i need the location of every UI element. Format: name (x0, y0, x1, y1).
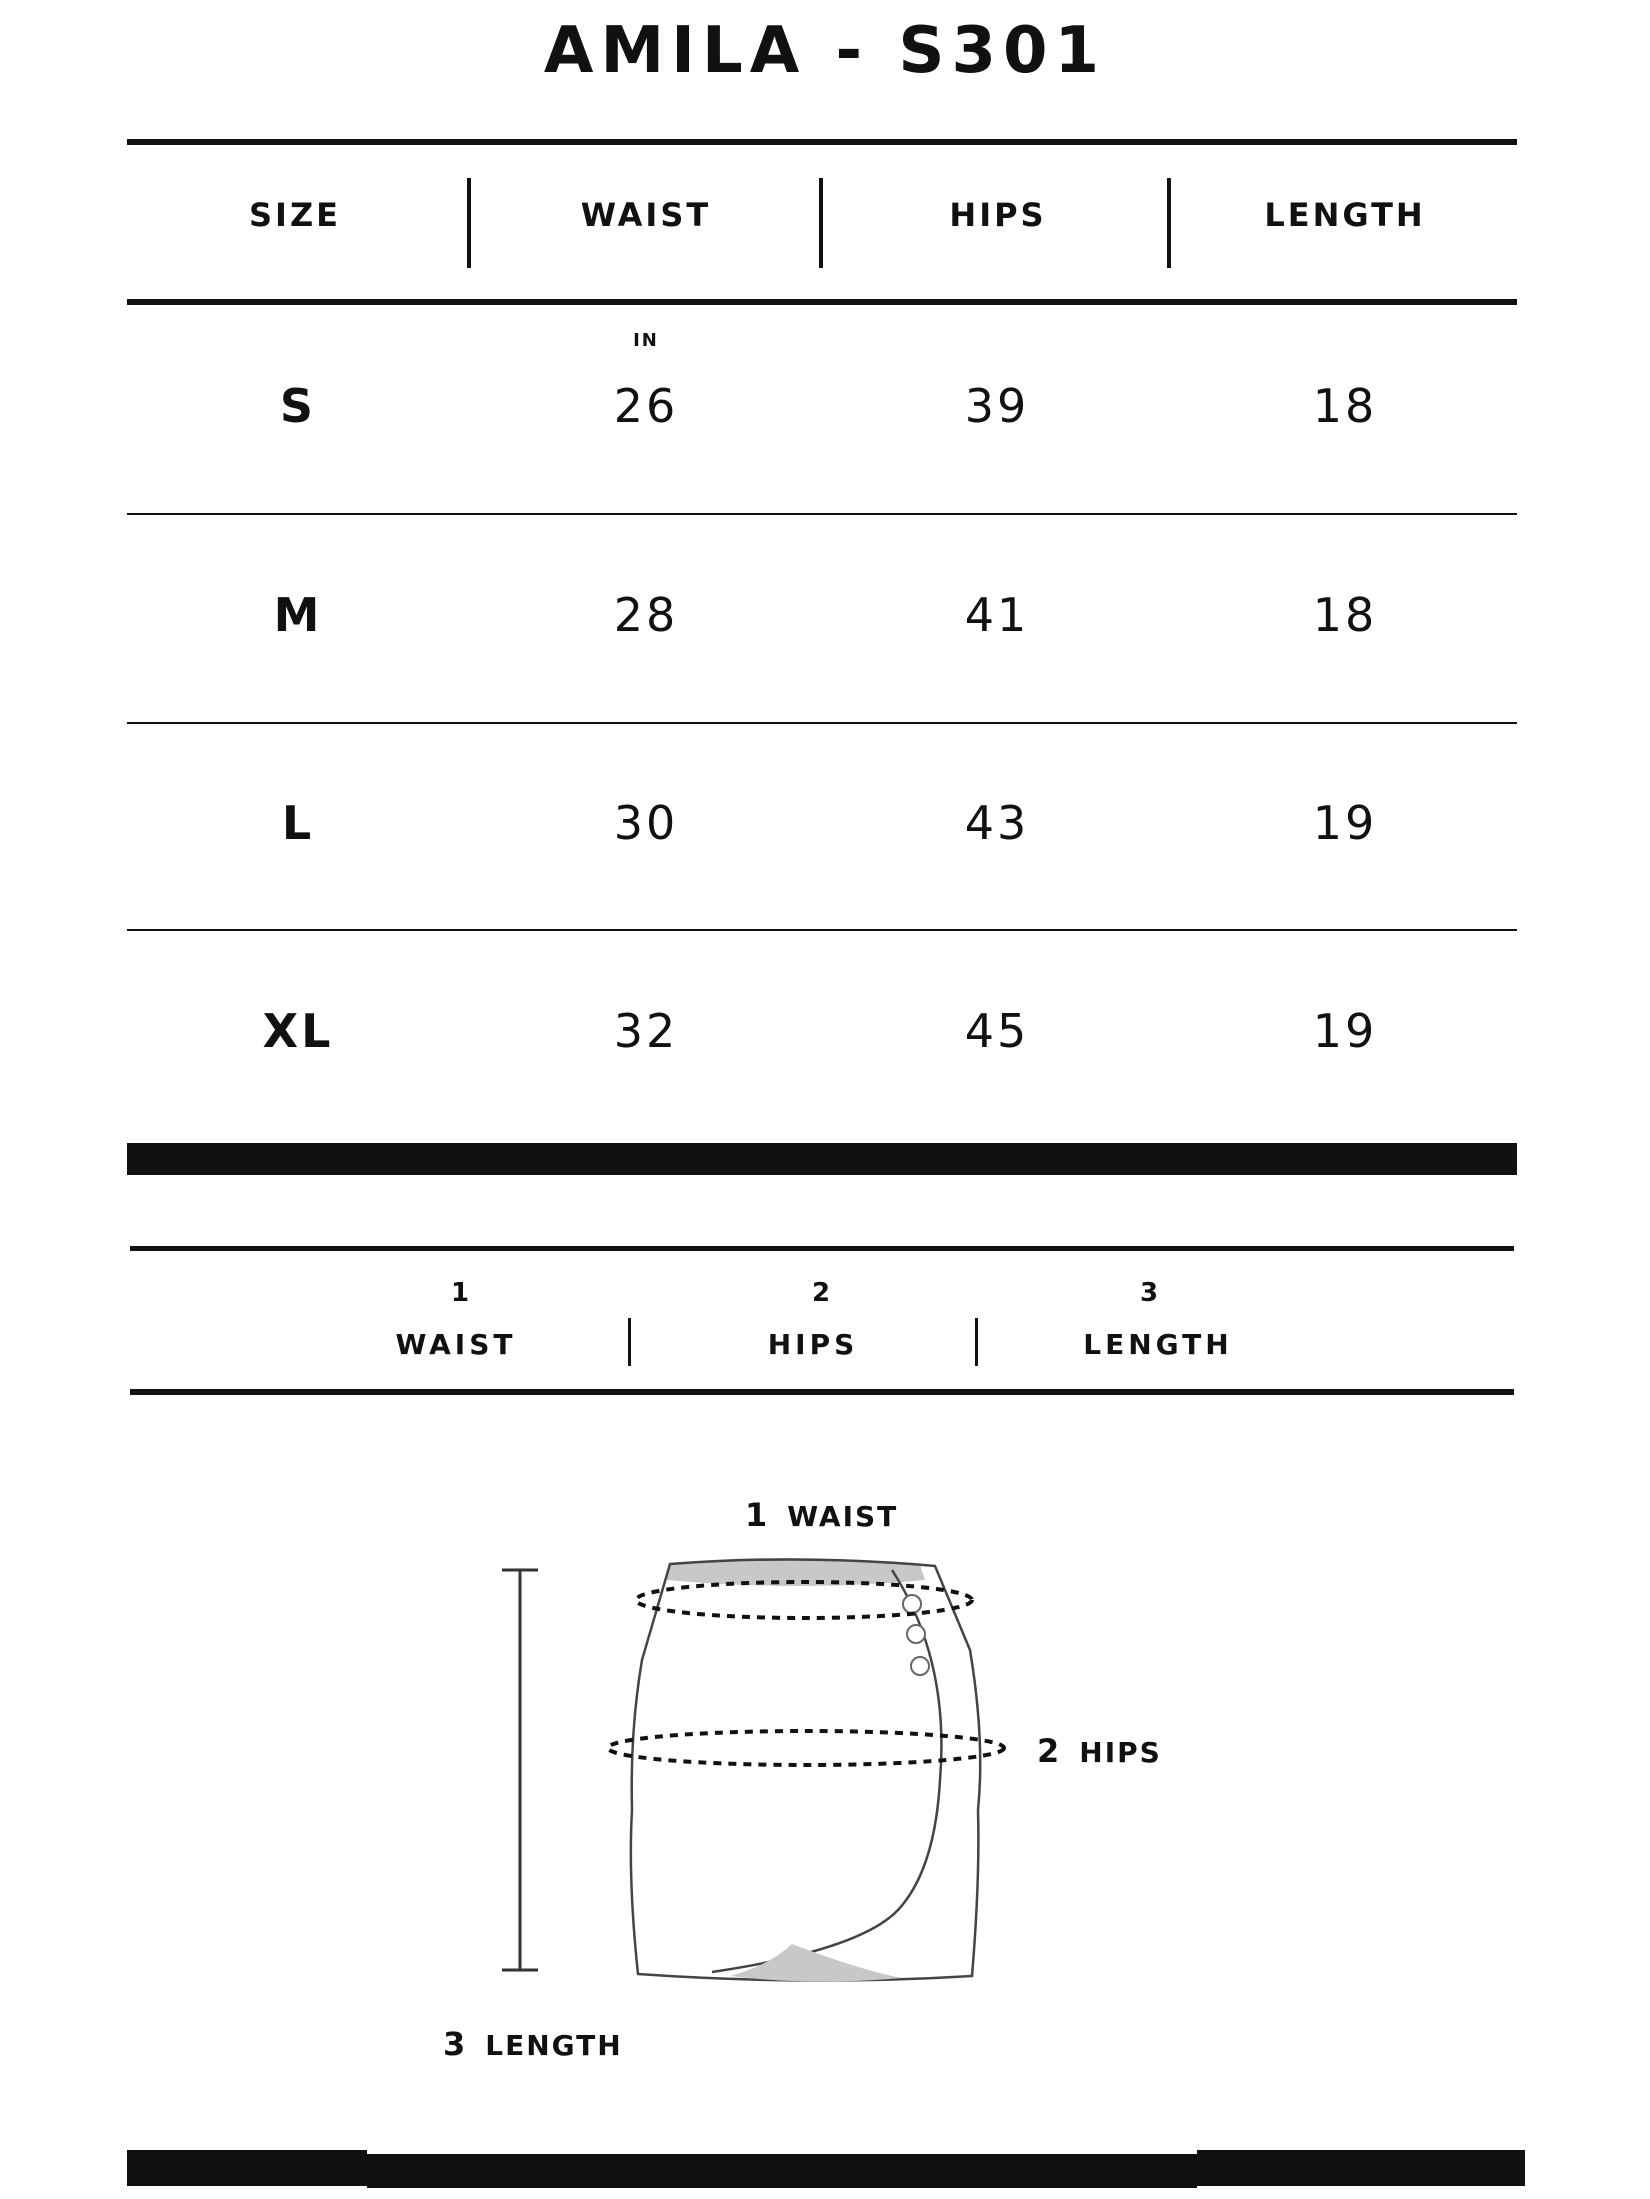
waist-cell: 32 (613, 1004, 679, 1058)
legend-divider (975, 1318, 978, 1366)
diagram-number-waist: 1 (745, 1496, 770, 1534)
diagram-label-hips (1037, 1732, 1162, 1770)
legend-divider (628, 1318, 631, 1366)
table-bottom-bar (127, 1143, 1517, 1175)
header-size: SIZE (248, 196, 341, 234)
length-cell: 18 (1312, 379, 1378, 433)
size-cell: M (273, 588, 323, 642)
footer-bar-center (367, 2154, 1197, 2188)
header-divider (467, 178, 471, 268)
row-divider (127, 929, 1517, 931)
diagram-text-hips: HIPS (1079, 1736, 1162, 1769)
button-icon (907, 1625, 925, 1643)
diagram-label-length (443, 2025, 623, 2063)
legend-label-waist: WAIST (395, 1328, 517, 1361)
header-hips: HIPS (949, 196, 1047, 234)
size-cell: S (279, 379, 317, 433)
size-cell: L (281, 796, 315, 850)
hips-cell: 41 (964, 588, 1030, 642)
diagram-text-waist: WAIST (787, 1500, 899, 1533)
page-title: AMILA - S301 (543, 14, 1107, 88)
footer-bar-left (127, 2150, 367, 2186)
header-divider (1167, 178, 1171, 268)
hips-cell: 43 (964, 796, 1030, 850)
header-divider (819, 178, 823, 268)
diagram-number-length: 3 (443, 2025, 468, 2063)
length-measure-icon (502, 1570, 538, 1970)
legend-label-hips: HIPS (767, 1328, 859, 1361)
row-divider (127, 513, 1517, 515)
legend-number-waist: 1 (450, 1278, 470, 1308)
header-bottom-rule (127, 299, 1517, 305)
legend-number-hips: 2 (811, 1278, 831, 1308)
hips-cell: 45 (964, 1004, 1030, 1058)
diagram-label-waist (745, 1496, 898, 1534)
table-row (127, 971, 1517, 1091)
diagram-number-hips: 2 (1037, 1732, 1062, 1770)
table-row (127, 555, 1517, 675)
table-top-rule (127, 139, 1517, 145)
button-icon (911, 1657, 929, 1675)
skirt-outline-icon (631, 1559, 980, 1980)
button-icon (903, 1595, 921, 1613)
legend-number-length: 3 (1139, 1278, 1159, 1308)
length-cell: 19 (1312, 796, 1378, 850)
legend-top-rule (130, 1246, 1514, 1251)
waist-cell: 30 (613, 796, 679, 850)
table-row (127, 346, 1517, 466)
length-cell: 18 (1312, 588, 1378, 642)
hips-measure-icon (608, 1731, 1004, 1765)
waist-cell: 28 (613, 588, 679, 642)
header-length: LENGTH (1264, 196, 1426, 234)
skirt-diagram-icon (480, 1540, 1040, 2000)
legend-bottom-rule (130, 1389, 1514, 1395)
row-divider (127, 722, 1517, 724)
table-row (127, 763, 1517, 883)
length-cell: 19 (1312, 1004, 1378, 1058)
waist-measure-icon (636, 1582, 972, 1618)
legend-label-length: LENGTH (1083, 1328, 1233, 1361)
header-waist: WAIST (580, 196, 712, 234)
footer-bar-right (1197, 2150, 1525, 2186)
waist-cell: 26 (613, 379, 679, 433)
unit-label: IN (633, 330, 659, 351)
diagram-text-length: LENGTH (485, 2029, 623, 2062)
hips-cell: 39 (964, 379, 1030, 433)
size-cell: XL (262, 1004, 334, 1058)
